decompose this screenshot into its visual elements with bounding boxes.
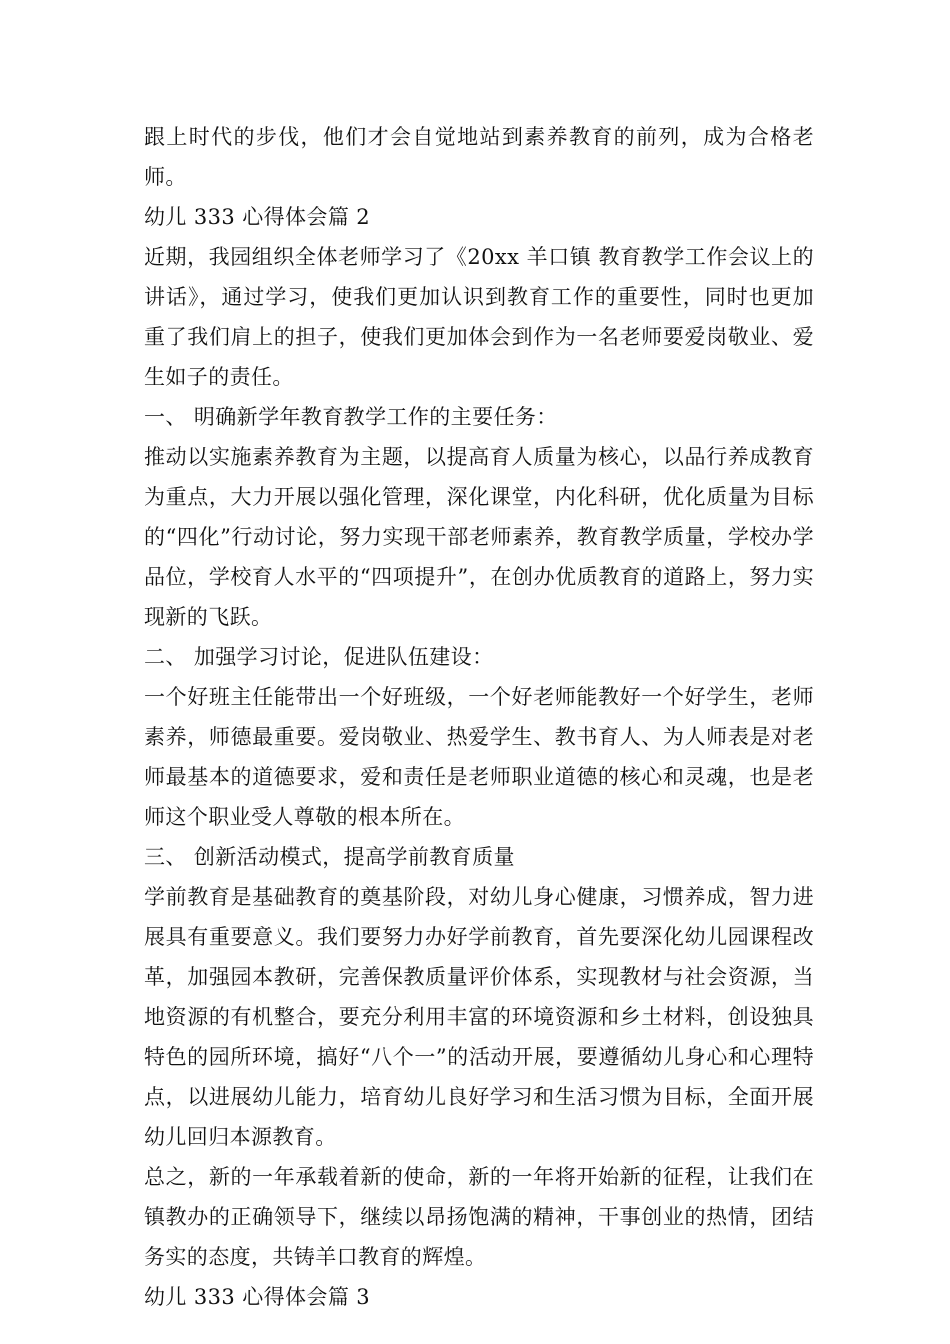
paragraph-preschool-education: 学前教育是基础教育的奠基阶段，对幼儿身心健康，习惯养成，智力进展具有重要意义。我们要努力办好学前教育，首先要深化幼儿园课程改革，加强园本教研，完善保教质量评价体系，实现教材与社会资源，当地资源的有机整合，要充分利用丰富的环境资源和乡土材料，创设独具特色的园所环境，搞好“八个一”的活动开展，要遵循幼儿身心和心理特点，以进展幼儿能力，培育幼儿良好学习和生活习惯为目标，全面开展幼儿回归本源教育。	[144, 885, 814, 1149]
paragraph-main-tasks: 推动以实施素养教育为主题，以提高育人质量为核心，以品行养成教育为重点，大力开展以强化管理，深化课堂，内化科研，优化质量为目标的“四化”行动讨论，努力实现干部老师素养，教育教学质量，学校办学品位，学校育人水平的“四项提升”，在创办优质教育的道路上，努力实现新的飞跃。	[144, 445, 814, 629]
paragraph-intro-continuation: 跟上时代的步伐，他们才会自觉地站到素养教育的前列，成为合格老师。	[144, 125, 814, 189]
section-heading-part-2: 幼儿 333 心得体会篇 2	[144, 205, 371, 229]
paragraph-study-meeting: 近期，我园组织全体老师学习了《20xx 羊口镇 教育教学工作会议上的讲话》，通过学习，使我们更加认识到教育工作的重要性，同时也更加重了我们肩上的担子，使我们更加体会到作为一名老师要爱岗敬业、爱生如子的责任。	[144, 245, 814, 389]
document-body	[144, 117, 814, 1317]
paragraph-conclusion: 总之，新的一年承载着新的使命，新的一年将开始新的征程，让我们在镇教办的正确领导下，继续以昂扬饱满的精神，干事创业的热情，团结务实的态度，共铸羊口教育的辉煌。	[144, 1165, 814, 1269]
paragraph-team-building: 一个好班主任能带出一个好班级，一个好老师能教好一个好学生，老师素养，师德最重要。爱岗敬业、热爱学生、教书育人、为人师表是对老师最基本的道德要求，爱和责任是老师职业道德的核心和灵魂，也是老师这个职业受人尊敬的根本所在。	[144, 685, 814, 829]
section-heading-part-3: 幼儿 333 心得体会篇 3	[144, 1285, 371, 1309]
heading-main-tasks: 一、 明确新学年教育教学工作的主要任务：	[144, 405, 558, 429]
heading-team-building: 二、 加强学习讨论，促进队伍建设：	[144, 645, 494, 669]
heading-activity-mode: 三、 创新活动模式，提高学前教育质量	[144, 845, 515, 869]
